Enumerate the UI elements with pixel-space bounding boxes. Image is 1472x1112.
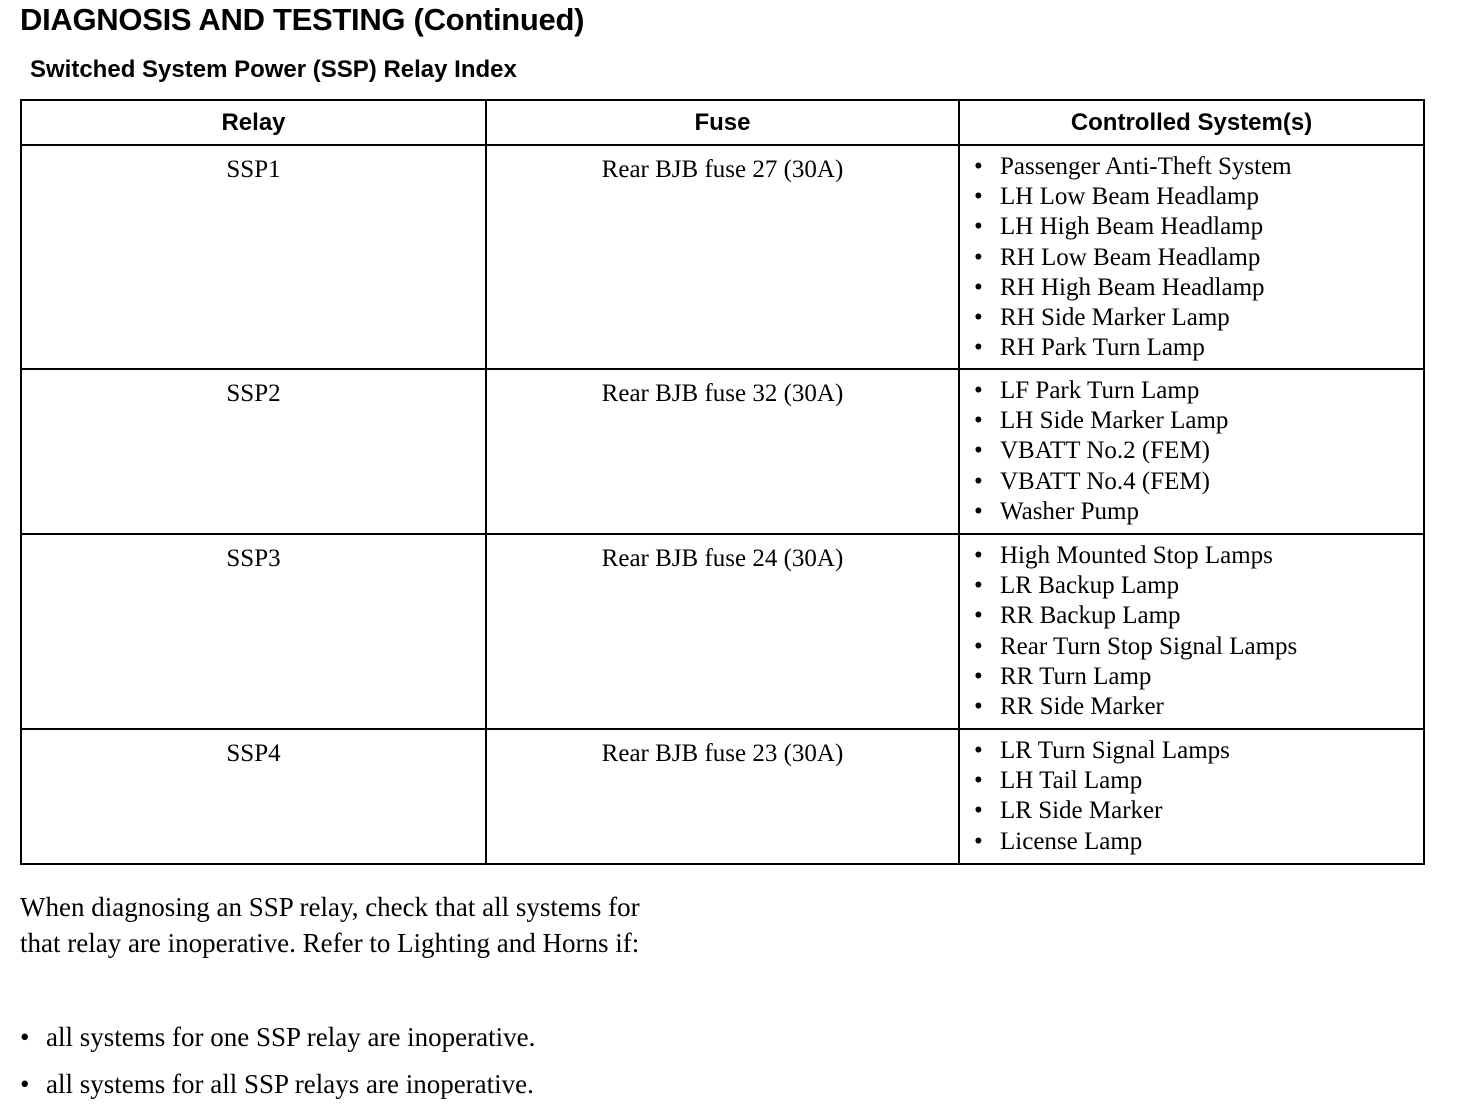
fuse-name: Rear BJB fuse 27 (30A) (601, 156, 844, 183)
systems-list (960, 370, 1423, 531)
fuse-cell (486, 534, 959, 729)
systems-cell (959, 534, 1424, 729)
list-item: • RH High Beam Headlamp (974, 273, 1423, 303)
list-item: • LR Side Marker (974, 796, 1423, 826)
diagnosis-note: When diagnosing an SSP relay, check that all systems for that relay are inoperative. Refer to Lighting and Horns if: (20, 892, 640, 958)
list-item: • all systems for one SSP relay are inoperative. (20, 1014, 535, 1061)
relay-cell (21, 145, 486, 369)
header-relay: Relay (21, 100, 486, 145)
fuse-cell (486, 369, 959, 534)
fuse-name: Rear BJB fuse 32 (30A) (601, 380, 844, 407)
list-item: • Rear Turn Stop Signal Lamps (974, 632, 1423, 662)
page-title: DIAGNOSIS AND TESTING (Continued) (20, 2, 585, 37)
list-item: • VBATT No.4 (FEM) (974, 467, 1423, 497)
relay-index-table (20, 99, 1425, 865)
fuse-name: Rear BJB fuse 23 (30A) (601, 740, 844, 767)
list-item: • RR Backup Lamp (974, 601, 1423, 631)
list-item: • RH Side Marker Lamp (974, 303, 1423, 333)
fuse-cell (486, 145, 959, 369)
header-fuse: Fuse (486, 100, 959, 145)
table-row (21, 729, 1424, 864)
fuse-cell (486, 729, 959, 864)
list-item: • LH High Beam Headlamp (974, 212, 1423, 242)
relay-name: SSP2 (226, 380, 281, 407)
list-item: • LR Backup Lamp (974, 571, 1423, 601)
table-row (21, 534, 1424, 729)
relay-name: SSP3 (226, 545, 281, 572)
note-bullet-list (20, 1014, 535, 1108)
systems-cell (959, 145, 1424, 369)
table-row (21, 369, 1424, 534)
list-item: • LH Low Beam Headlamp (974, 182, 1423, 212)
relay-cell (21, 729, 486, 864)
systems-list (960, 535, 1423, 726)
relay-name: SSP1 (226, 156, 281, 183)
relay-cell (21, 534, 486, 729)
list-item: • High Mounted Stop Lamps (974, 541, 1423, 571)
fuse-name: Rear BJB fuse 24 (30A) (601, 545, 844, 572)
relay-cell (21, 369, 486, 534)
list-item: • LF Park Turn Lamp (974, 376, 1423, 406)
list-item: • RR Side Marker (974, 692, 1423, 722)
list-item: • Passenger Anti-Theft System (974, 152, 1423, 182)
relay-name: SSP4 (226, 740, 281, 767)
list-item: • License Lamp (974, 827, 1423, 857)
list-item: • Washer Pump (974, 497, 1423, 527)
table-header-row (21, 100, 1424, 145)
systems-list (960, 730, 1423, 861)
table-row (21, 145, 1424, 369)
systems-list (960, 146, 1423, 367)
list-item: • all systems for all SSP relays are inoperative. (20, 1061, 535, 1108)
systems-cell (959, 729, 1424, 864)
header-controlled-systems: Controlled System(s) (959, 100, 1424, 145)
list-item: • RH Park Turn Lamp (974, 333, 1423, 363)
list-item: • LH Side Marker Lamp (974, 406, 1423, 436)
systems-cell (959, 369, 1424, 534)
list-item: • RH Low Beam Headlamp (974, 243, 1423, 273)
list-item: • RR Turn Lamp (974, 662, 1423, 692)
list-item: • VBATT No.2 (FEM) (974, 436, 1423, 466)
table-title: Switched System Power (SSP) Relay Index (30, 56, 517, 83)
list-item: • LH Tail Lamp (974, 766, 1423, 796)
list-item: • LR Turn Signal Lamps (974, 736, 1423, 766)
